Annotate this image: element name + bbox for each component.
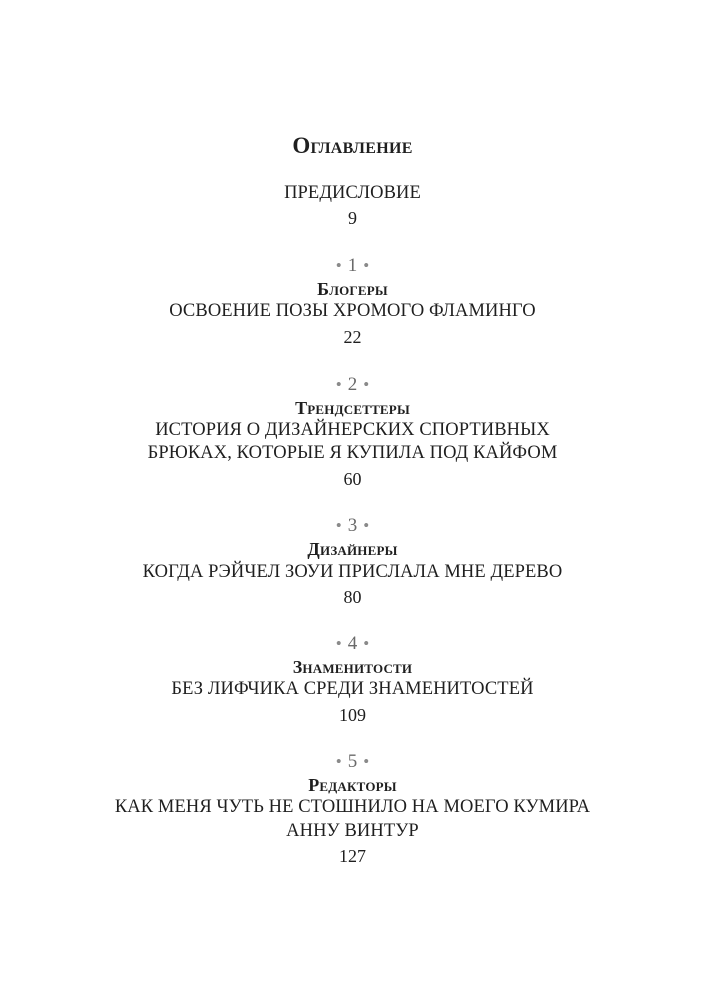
chapter-marker-3 <box>0 516 705 535</box>
bullet-icon: • <box>363 516 370 535</box>
chapter-section-name: Трендсеттеры <box>295 398 410 418</box>
chapter-page-number: 127 <box>339 846 366 866</box>
chapter-marker-2 <box>0 375 705 394</box>
bullet-icon: • <box>335 256 342 275</box>
bullet-icon: • <box>363 634 370 653</box>
chapter-section-name: Блогеры <box>317 279 388 299</box>
chapter-title-line: БРЮКАХ, КОТОРЫЕ Я КУПИЛА ПОД КАЙФОМ <box>147 443 558 463</box>
page-title: Оглавление <box>292 133 413 158</box>
chapter-section-name: Дизайнеры <box>307 539 398 559</box>
chapter-section-name: Знаменитости <box>292 657 413 677</box>
bullet-icon: • <box>335 634 342 653</box>
bullet-icon: • <box>363 375 370 394</box>
chapter-title-line: БЕЗ ЛИФЧИКА СРЕДИ ЗНАМЕНИТОСТЕЙ <box>171 679 534 699</box>
chapter-number: 4 <box>347 633 358 654</box>
chapter-number: 5 <box>347 751 358 772</box>
chapter-title-line: АННУ ВИНТУР <box>286 821 419 841</box>
chapter-number: 2 <box>347 374 358 395</box>
chapter-marker-5 <box>0 752 705 771</box>
chapter-number: 3 <box>347 515 358 536</box>
chapter-page-number: 109 <box>339 705 366 725</box>
bullet-icon: • <box>335 752 342 771</box>
chapter-title-line: КАК МЕНЯ ЧУТЬ НЕ СТОШНИЛО НА МОЕГО КУМИРА <box>114 797 591 817</box>
chapter-marker-4 <box>0 634 705 653</box>
preface-title: ПРЕДИСЛОВИЕ <box>284 183 421 203</box>
bullet-icon: • <box>335 375 342 394</box>
chapter-section-name: Редакторы <box>308 775 397 795</box>
bullet-icon: • <box>335 516 342 535</box>
chapter-page-number: 80 <box>343 587 362 607</box>
chapter-marker-1 <box>0 256 705 275</box>
chapter-title-line: КОГДА РЭЙЧЕЛ ЗОУИ ПРИСЛАЛА МНЕ ДЕРЕВО <box>142 562 563 582</box>
chapter-title-line: ОСВОЕНИЕ ПОЗЫ ХРОМОГО ФЛАМИНГО <box>169 301 536 321</box>
chapter-number: 1 <box>347 255 358 276</box>
preface-page-number: 9 <box>348 208 357 228</box>
chapter-title-line: ИСТОРИЯ О ДИЗАЙНЕРСКИХ СПОРТИВНЫХ <box>155 420 550 440</box>
chapter-page-number: 60 <box>343 469 362 489</box>
bullet-icon: • <box>363 256 370 275</box>
bullet-icon: • <box>363 752 370 771</box>
chapter-page-number: 22 <box>343 327 362 347</box>
